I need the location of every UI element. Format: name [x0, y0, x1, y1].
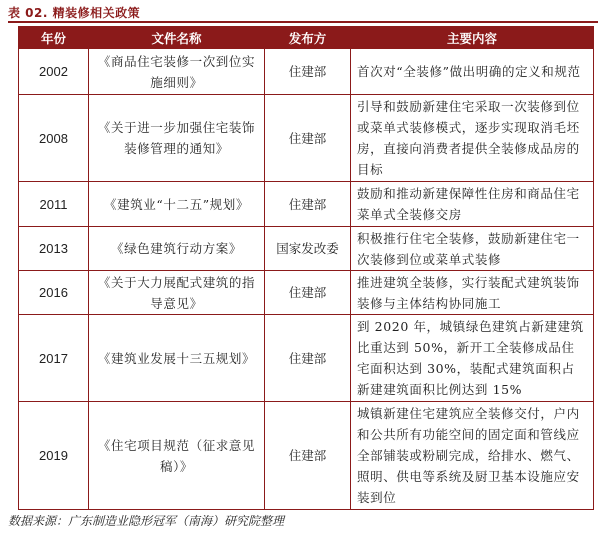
cell-content: 鼓励和推动新建保障性住房和商品住宅菜单式全装修交房 [351, 182, 594, 227]
header-name: 文件名称 [89, 27, 265, 49]
cell-content: 城镇新建住宅建筑应全装修交付，户内和公共所有功能空间的固定面和管线应全部铺装或粉刷完成，给排水、燃气、照明、供电等系统及厨卫基本设施应安装到位 [351, 402, 594, 510]
cell-org: 住建部 [265, 182, 351, 227]
cell-content: 积极推行住宅全装修，鼓励新建住宅一次装修到位或菜单式装修 [351, 227, 594, 271]
cell-content: 推进建筑全装修，实行装配式建筑装饰装修与主体结构协同施工 [351, 271, 594, 315]
cell-org: 国家发改委 [265, 227, 351, 271]
table-row [19, 182, 594, 227]
cell-name: 《商品住宅装修一次到位实施细则》 [89, 49, 265, 95]
header-year: 年份 [19, 27, 89, 49]
cell-content: 引导和鼓励新建住宅采取一次装修到位或菜单式装修模式，逐步实现取消毛坯房，直接向消费者提供全装修成品房的目标 [351, 95, 594, 182]
table-row [19, 271, 594, 315]
cell-year: 2008 [19, 95, 89, 182]
cell-year: 2002 [19, 49, 89, 95]
table-header-row [19, 27, 594, 49]
cell-year: 2017 [19, 315, 89, 402]
cell-org: 住建部 [265, 95, 351, 182]
cell-year: 2011 [19, 182, 89, 227]
cell-year: 2013 [19, 227, 89, 271]
cell-year: 2016 [19, 271, 89, 315]
caption-divider [8, 21, 598, 23]
table-row [19, 315, 594, 402]
cell-org: 住建部 [265, 402, 351, 510]
table-row [19, 402, 594, 510]
header-org: 发布方 [265, 27, 351, 49]
table-row [19, 95, 594, 182]
cell-org: 住建部 [265, 271, 351, 315]
cell-name: 《住宅项目规范（征求意见稿）》 [89, 402, 265, 510]
cell-name: 《建筑业“十二五”规划》 [89, 182, 265, 227]
data-source-note: 数据来源：广东制造业隐形冠军（南海）研究院整理 [8, 514, 285, 528]
policy-table [18, 26, 594, 510]
cell-org: 住建部 [265, 49, 351, 95]
table-row [19, 227, 594, 271]
table-row [19, 49, 594, 95]
cell-name: 《建筑业发展十三五规划》 [89, 315, 265, 402]
cell-content: 首次对“全装修”做出明确的定义和规范 [351, 49, 594, 95]
cell-year: 2019 [19, 402, 89, 510]
cell-content: 到 2020 年，城镇绿色建筑占新建建筑比重达到 50%，新开工全装修成品住宅面积达到 30%，装配式建筑面积占新建建筑面积比例达到 15% [351, 315, 594, 402]
cell-name: 《关于进一步加强住宅装饰装修管理的通知》 [89, 95, 265, 182]
header-content: 主要内容 [351, 27, 594, 49]
cell-name: 《绿色建筑行动方案》 [89, 227, 265, 271]
cell-org: 住建部 [265, 315, 351, 402]
table-caption: 表 02. 精装修相关政策 [8, 6, 141, 20]
cell-name: 《关于大力展配式建筑的指导意见》 [89, 271, 265, 315]
